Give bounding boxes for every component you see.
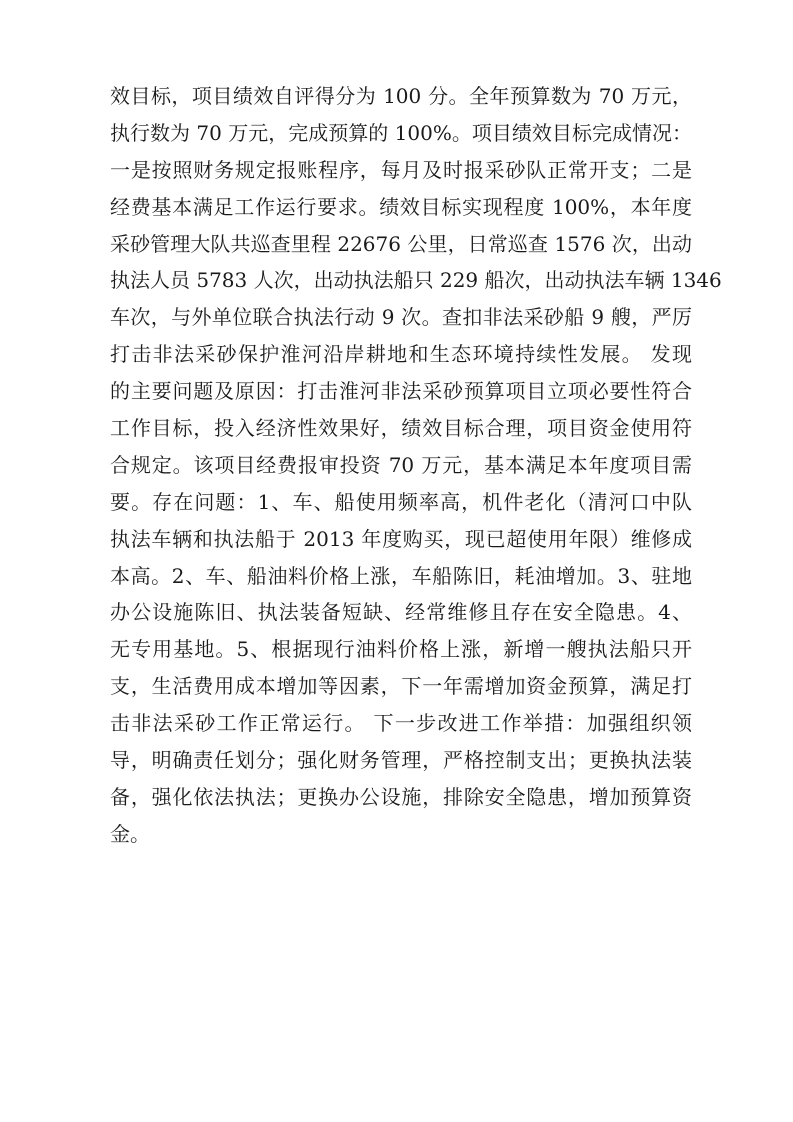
text-line: 导，明确责任划分；强化财务管理，严格控制支出；更换执法装: [110, 748, 692, 773]
text-line: 要。存在问题：1、车、船使用频率高，机件老化（清河口中队: [110, 489, 692, 514]
text-line: 备，强化依法执法；更换办公设施，排除安全隐患，增加预算资: [110, 784, 692, 809]
text-line: 办公设施陈旧、执法装备短缺、经常维修且存在安全隐患。4、: [110, 600, 692, 625]
text-line: 工作目标，投入经济性效果好，绩效目标合理，项目资金使用符: [110, 416, 692, 441]
text-line: 本高。2、车、船油料价格上涨，车船陈旧，耗油增加。3、驻地: [110, 563, 692, 588]
text-line: 执法人员 5783 人次，出动执法船只 229 船次，出动执法车辆 1346: [110, 268, 722, 293]
text-line: 采砂管理大队共巡查里程 22676 公里，日常巡查 1576 次，出动: [110, 231, 692, 256]
text-line: 经费基本满足工作运行要求。绩效目标实现程度 100%，本年度: [110, 194, 692, 219]
text-line: 执法车辆和执法船于 2013 年度购买，现已超使用年限）维修成: [110, 526, 692, 551]
text-line: 的主要问题及原因：打击淮河非法采砂预算项目立项必要性符合: [110, 379, 692, 404]
text-line: 执行数为 70 万元，完成预算的 100%。项目绩效目标完成情况：: [110, 120, 692, 145]
text-line: 支，生活费用成本增加等因素，下一年需增加资金预算，满足打: [110, 674, 692, 699]
text-line: 效目标，项目绩效自评得分为 100 分。全年预算数为 70 万元，: [110, 84, 692, 108]
text-line: 一是按照财务规定报账程序，每月及时报采砂队正常开支；二是: [110, 157, 692, 182]
text-line: 金。: [110, 821, 150, 846]
text-line: 打击非法采砂保护淮河沿岸耕地和生态环境持续性发展。 发现: [110, 342, 692, 367]
text-line: 车次，与外单位联合执法行动 9 次。查扣非法采砂船 9 艘，严厉: [110, 305, 692, 330]
text-line: 合规定。该项目经费报审投资 70 万元，基本满足本年度项目需: [110, 452, 692, 477]
text-line: 无专用基地。5、根据现行油料价格上涨，新增一艘执法船只开: [110, 637, 692, 662]
body-text: [110, 78, 722, 853]
text-line: 击非法采砂工作正常运行。 下一步改进工作举措：加强组织领: [110, 711, 692, 736]
